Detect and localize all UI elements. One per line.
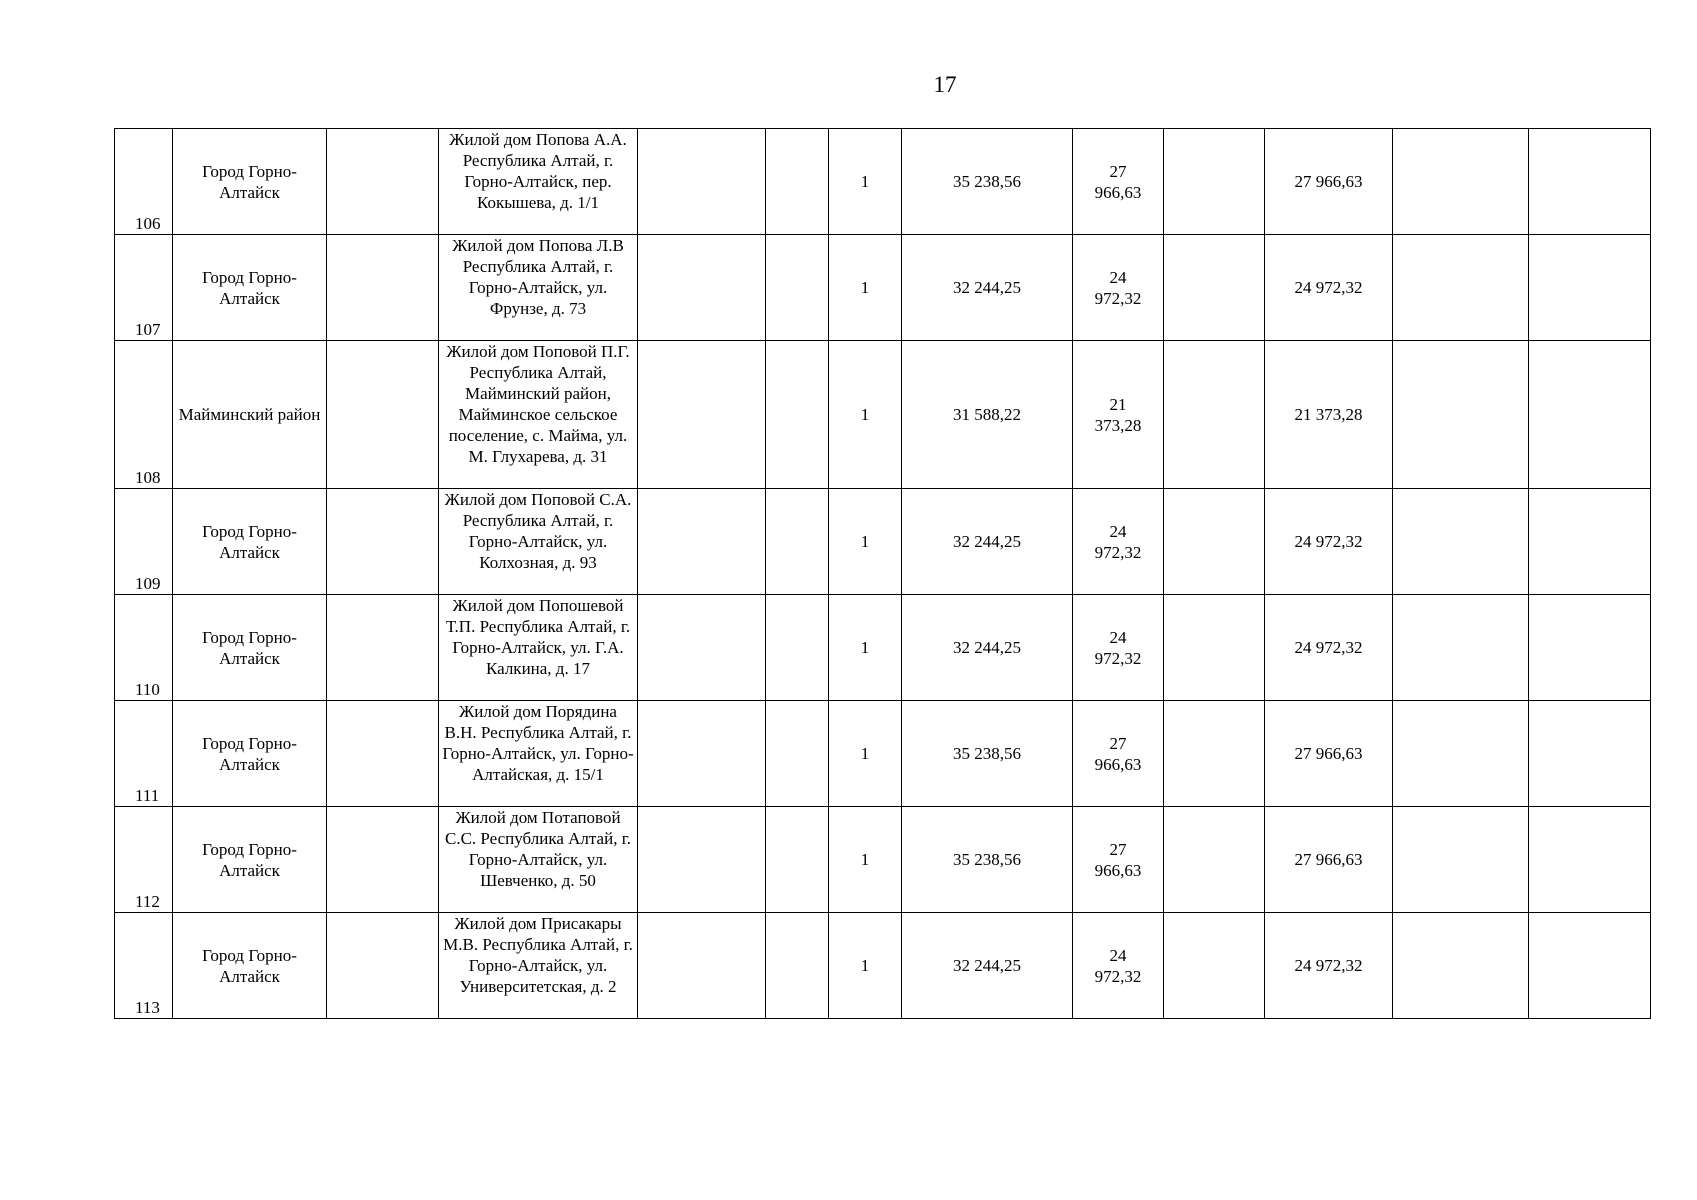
sum-paid-cell: 27 966,63 xyxy=(1265,807,1393,913)
table-row xyxy=(115,235,1651,341)
empty-cell xyxy=(1393,129,1529,235)
count-cell: 1 xyxy=(829,913,902,1019)
municipality-cell: Город Горно-Алтайск xyxy=(173,913,327,1019)
sum-paid-cell: 27 966,63 xyxy=(1265,701,1393,807)
empty-cell xyxy=(1164,129,1265,235)
sum-total-cell: 32 244,25 xyxy=(902,913,1073,1019)
empty-cell xyxy=(1529,235,1651,341)
sum-federal-cell-value: 21 373,28 xyxy=(1094,394,1142,435)
sum-paid-cell: 24 972,32 xyxy=(1265,235,1393,341)
empty-cell xyxy=(766,701,829,807)
empty-cell xyxy=(638,489,766,595)
address-cell: Жилой дом Попова А.А. Республика Алтай, г. Горно-Алтайск, пер. Кокышева, д. 1/1 xyxy=(439,129,638,235)
count-cell: 1 xyxy=(829,807,902,913)
sum-federal-cell xyxy=(1073,489,1164,595)
empty-cell xyxy=(1529,129,1651,235)
empty-cell xyxy=(1164,341,1265,489)
empty-cell xyxy=(1393,913,1529,1019)
sum-federal-cell-value: 27 966,63 xyxy=(1094,839,1142,880)
sum-total-cell: 35 238,56 xyxy=(902,129,1073,235)
sum-total-cell: 32 244,25 xyxy=(902,489,1073,595)
table-row xyxy=(115,701,1651,807)
empty-cell xyxy=(638,807,766,913)
count-cell: 1 xyxy=(829,235,902,341)
page-number: 17 xyxy=(933,72,957,97)
empty-cell xyxy=(1529,807,1651,913)
empty-cell xyxy=(766,913,829,1019)
row-number-cell: 110 xyxy=(115,595,173,701)
empty-cell xyxy=(1393,341,1529,489)
address-cell: Жилой дом Потаповой С.С. Республика Алтай, г. Горно-Алтайск, ул. Шевченко, д. 50 xyxy=(439,807,638,913)
sum-paid-cell: 24 972,32 xyxy=(1265,913,1393,1019)
empty-cell xyxy=(1393,701,1529,807)
count-cell: 1 xyxy=(829,129,902,235)
empty-cell xyxy=(327,913,439,1019)
sum-total-cell: 35 238,56 xyxy=(902,807,1073,913)
row-number-cell: 109 xyxy=(115,489,173,595)
empty-cell xyxy=(327,489,439,595)
empty-cell xyxy=(766,489,829,595)
table-body xyxy=(115,129,1651,1019)
sum-total-cell: 31 588,22 xyxy=(902,341,1073,489)
empty-cell xyxy=(766,341,829,489)
empty-cell xyxy=(1393,489,1529,595)
sum-paid-cell: 24 972,32 xyxy=(1265,489,1393,595)
empty-cell xyxy=(766,807,829,913)
empty-cell xyxy=(327,807,439,913)
municipality-cell: Город Горно-Алтайск xyxy=(173,595,327,701)
row-number-cell: 107 xyxy=(115,235,173,341)
empty-cell xyxy=(638,235,766,341)
row-number-cell: 108 xyxy=(115,341,173,489)
address-cell: Жилой дом Попошевой Т.П. Республика Алтай, г. Горно-Алтайск, ул. Г.А. Калкина, д. 17 xyxy=(439,595,638,701)
sum-federal-cell-value: 24 972,32 xyxy=(1094,945,1142,986)
empty-cell xyxy=(1164,913,1265,1019)
municipality-cell: Город Горно-Алтайск xyxy=(173,129,327,235)
municipality-cell: Город Горно-Алтайск xyxy=(173,235,327,341)
address-cell: Жилой дом Попова Л.В Республика Алтай, г. Горно-Алтайск, ул. Фрунзе, д. 73 xyxy=(439,235,638,341)
empty-cell xyxy=(638,595,766,701)
table-row xyxy=(115,129,1651,235)
empty-cell xyxy=(1164,489,1265,595)
empty-cell xyxy=(327,129,439,235)
sum-federal-cell-value: 24 972,32 xyxy=(1094,267,1142,308)
address-cell: Жилой дом Присакары М.В. Республика Алтай, г. Горно-Алтайск, ул. Университетская, д. 2 xyxy=(439,913,638,1019)
empty-cell xyxy=(1529,489,1651,595)
empty-cell xyxy=(766,235,829,341)
register-table xyxy=(114,128,1651,1019)
table-row xyxy=(115,341,1651,489)
empty-cell xyxy=(638,913,766,1019)
empty-cell xyxy=(1529,595,1651,701)
empty-cell xyxy=(327,595,439,701)
row-number-cell: 113 xyxy=(115,913,173,1019)
empty-cell xyxy=(638,341,766,489)
row-number-cell: 106 xyxy=(115,129,173,235)
empty-cell xyxy=(638,701,766,807)
empty-cell xyxy=(1393,595,1529,701)
row-number-cell: 112 xyxy=(115,807,173,913)
row-number-cell: 111 xyxy=(115,701,173,807)
empty-cell xyxy=(327,235,439,341)
count-cell: 1 xyxy=(829,489,902,595)
empty-cell xyxy=(1164,235,1265,341)
sum-federal-cell-value: 27 966,63 xyxy=(1094,733,1142,774)
sum-federal-cell-value: 24 972,32 xyxy=(1094,521,1142,562)
sum-federal-cell xyxy=(1073,701,1164,807)
sum-total-cell: 32 244,25 xyxy=(902,595,1073,701)
sum-federal-cell xyxy=(1073,913,1164,1019)
empty-cell xyxy=(327,701,439,807)
table-row xyxy=(115,807,1651,913)
empty-cell xyxy=(1164,807,1265,913)
sum-federal-cell xyxy=(1073,595,1164,701)
sum-paid-cell: 21 373,28 xyxy=(1265,341,1393,489)
sum-federal-cell xyxy=(1073,235,1164,341)
count-cell: 1 xyxy=(829,701,902,807)
sum-federal-cell-value: 24 972,32 xyxy=(1094,627,1142,668)
empty-cell xyxy=(1393,807,1529,913)
municipality-cell: Город Горно-Алтайск xyxy=(173,489,327,595)
empty-cell xyxy=(1529,701,1651,807)
empty-cell xyxy=(1393,235,1529,341)
table-row xyxy=(115,595,1651,701)
empty-cell xyxy=(1164,595,1265,701)
sum-federal-cell xyxy=(1073,807,1164,913)
sum-federal-cell xyxy=(1073,341,1164,489)
municipality-cell: Город Горно-Алтайск xyxy=(173,701,327,807)
table-row xyxy=(115,913,1651,1019)
municipality-cell: Город Горно-Алтайск xyxy=(173,807,327,913)
empty-cell xyxy=(1529,341,1651,489)
count-cell: 1 xyxy=(829,341,902,489)
sum-federal-cell xyxy=(1073,129,1164,235)
address-cell: Жилой дом Поповой С.А. Республика Алтай, г. Горно-Алтайск, ул. Колхозная, д. 93 xyxy=(439,489,638,595)
empty-cell xyxy=(766,129,829,235)
empty-cell xyxy=(1164,701,1265,807)
sum-paid-cell: 27 966,63 xyxy=(1265,129,1393,235)
address-cell: Жилой дом Порядина В.Н. Республика Алтай, г. Горно-Алтайск, ул. Горно-Алтайская, д. 15/1 xyxy=(439,701,638,807)
sum-paid-cell: 24 972,32 xyxy=(1265,595,1393,701)
empty-cell xyxy=(638,129,766,235)
count-cell: 1 xyxy=(829,595,902,701)
table-row xyxy=(115,489,1651,595)
address-cell: Жилой дом Поповой П.Г. Республика Алтай, Майминский район, Майминское сельское поселение, с. Майма, ул. М. Глухарева, д. 31 xyxy=(439,341,638,489)
empty-cell xyxy=(327,341,439,489)
sum-total-cell: 35 238,56 xyxy=(902,701,1073,807)
sum-federal-cell-value: 27 966,63 xyxy=(1094,161,1142,202)
municipality-cell: Майминский район xyxy=(173,341,327,489)
sum-total-cell: 32 244,25 xyxy=(902,235,1073,341)
empty-cell xyxy=(1529,913,1651,1019)
empty-cell xyxy=(766,595,829,701)
